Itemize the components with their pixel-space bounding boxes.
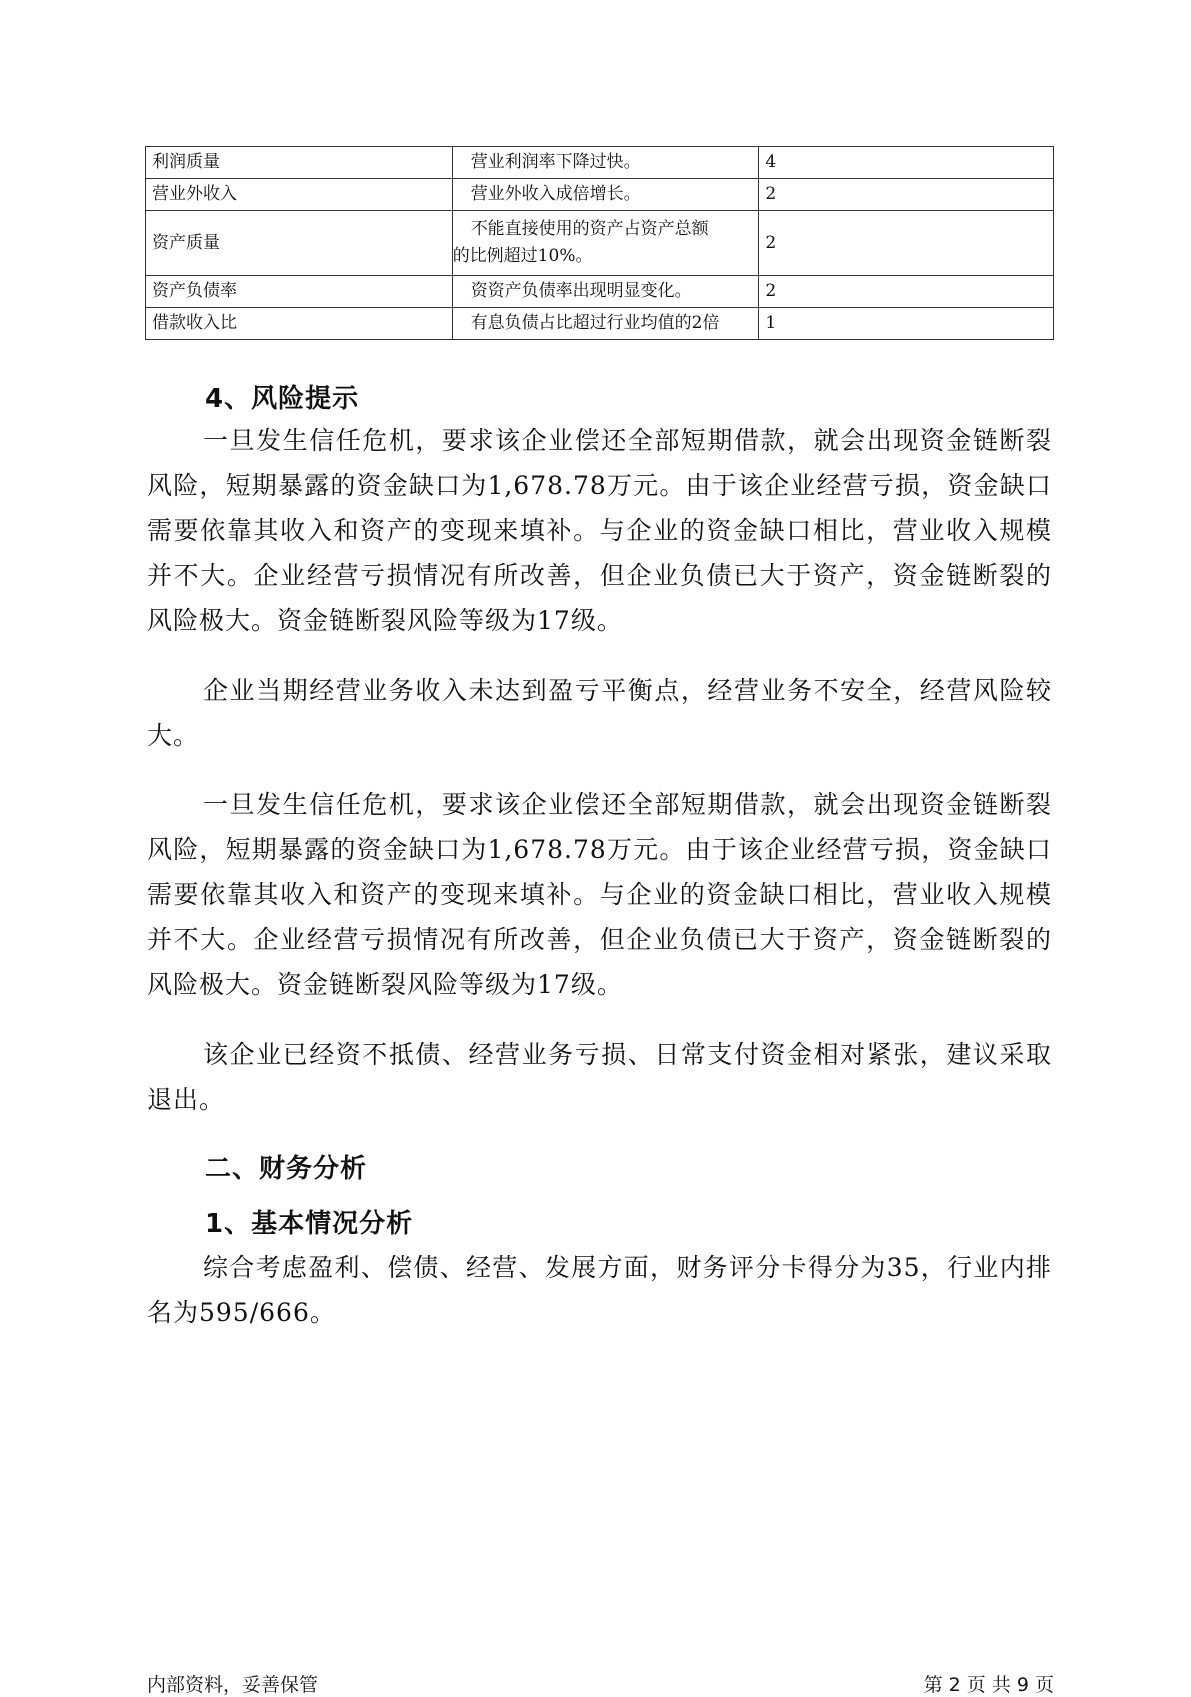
risk-paragraph: 一旦发生信任危机，要求该企业偿还全部短期借款，就会出现资金链断裂风险，短期暴露的资金缺口为1,678.78万元。由于该企业经营亏损，资金缺口需要依靠其收入和资产的变现来填补。与企业的资金缺口相比，营业收入规模并不大。企业经营亏损情况有所改善，但企业负债已大于资产，资金链断裂的风险极大。资金链断裂风险等级为17级。: [147, 790, 1052, 999]
risk-paragraph: 一旦发生信任危机，要求该企业偿还全部短期借款，就会出现资金链断裂风险，短期暴露的资金缺口为1,678.78万元。由于该企业经营亏损，资金缺口需要依靠其收入和资产的变现来填补。与企业的资金缺口相比，营业收入规模并不大。企业经营亏损情况有所改善，但企业负债已大于资产，资金链断裂的风险极大。资金链断裂风险等级为17级。: [147, 426, 1052, 635]
indicator-description-line: 的比例超过10%。: [452, 246, 593, 266]
indicator-name: 资产负债率: [146, 276, 453, 308]
indicator-score: 1: [759, 308, 1054, 340]
table-row: [146, 179, 1054, 211]
indicator-score: 2: [759, 179, 1054, 211]
indicator-description: 有息负债占比超过行业均值的2倍: [452, 308, 759, 340]
indicator-description: 营业利润率下降过快。: [452, 147, 759, 179]
indicator-name: 利润质量: [146, 147, 453, 179]
table-row: [146, 147, 1054, 179]
basic-analysis-heading: 1、基本情况分析: [205, 1209, 414, 1239]
risk-section-heading: 4、风险提示: [205, 384, 360, 414]
indicator-description: [452, 211, 759, 276]
indicator-description: 资资产负债率出现明显变化。: [452, 276, 759, 308]
table-row: [146, 211, 1054, 276]
indicator-name: 借款收入比: [146, 308, 453, 340]
footer-confidential-note: 内部资料，妥善保管: [147, 1674, 319, 1696]
risk-paragraph: 企业当期经营业务收入未达到盈亏平衡点，经营业务不安全，经营风险较大。: [147, 676, 1052, 750]
finance-paragraph: 综合考虑盈利、偿债、经营、发展方面，财务评分卡得分为35，行业内排名为595/666。: [147, 1253, 1052, 1327]
page-number: 第 2 页 共 9 页: [923, 1674, 1054, 1696]
risk-paragraph: 该企业已经资不抵债、经营业务亏损、日常支付资金相对紧张，建议采取退出。: [147, 1040, 1052, 1114]
indicator-description-line: 不能直接使用的资产占资产总额: [470, 219, 709, 239]
risk-indicator-table: [145, 146, 1054, 340]
finance-section-heading: 二、财务分析: [205, 1154, 368, 1184]
indicator-name: 营业外收入: [146, 179, 453, 211]
indicator-score: 4: [759, 147, 1054, 179]
table-row: [146, 308, 1054, 340]
indicator-score: 2: [759, 276, 1054, 308]
table-row: [146, 276, 1054, 308]
indicator-description: 营业外收入成倍增长。: [452, 179, 759, 211]
indicator-name: 资产质量: [146, 211, 453, 276]
indicator-score: 2: [759, 211, 1054, 276]
